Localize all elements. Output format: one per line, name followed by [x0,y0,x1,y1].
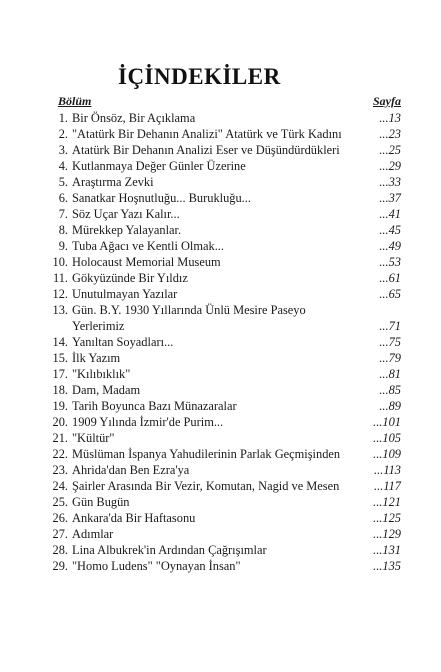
entry-title [68,222,361,238]
entry-title [68,334,361,350]
entry-page-number: ...121 [373,495,401,509]
entry-page-number: ...81 [379,367,401,381]
entry-title [68,126,361,142]
entry-title-text: "Kılıbıklık" [72,367,131,381]
entry-number: 26. [52,511,68,525]
entry-page-number: ...117 [374,479,401,493]
entry-title [68,142,361,158]
entry-title [68,270,361,286]
entry-title-text: Gün. B.Y. 1930 Yıllarında Ünlü Mesire Paseyo [72,303,306,317]
entry-title [68,158,361,174]
page-column-header: Sayfa [373,94,401,108]
toc-entry [44,142,401,158]
entry-title-text: Unutulmayan Yazılar [72,287,178,301]
page-title: İÇİNDEKİLER [118,64,281,89]
entry-page-number: ...113 [374,463,401,477]
toc-entry [44,302,401,334]
entry-title-text: "Homo Ludens" "Oynayan İnsan" [72,559,241,573]
entry-number: 10. [52,255,68,269]
entry-title-text: Adımlar [72,527,114,541]
entry-number: 9. [58,239,68,253]
entry-title [68,542,361,558]
entry-page-number: ...37 [379,191,401,205]
entry-number: 3. [58,143,68,157]
entry-number: 7. [58,207,68,221]
entry-number: 14. [52,335,68,349]
toc-entry [44,190,401,206]
entry-page-number: ...125 [373,511,401,525]
entry-page-number: ...61 [379,271,401,285]
entry-page-number: ...135 [373,559,401,573]
entry-page-number: ...109 [373,447,401,461]
entry-number: 19. [52,399,68,413]
entry-title-text: Dam, Madam [72,383,141,397]
toc-entry [44,494,401,510]
entry-title-text: Lina Albukrek'in Ardından Çağrışımlar [72,543,267,557]
entry-page-number: ...105 [373,431,401,445]
toc-entry [44,478,401,494]
entry-title [68,478,361,494]
entry-number: 8. [58,223,68,237]
toc-entry [44,334,401,350]
entry-page-number: ...53 [379,255,401,269]
entry-number: 18. [52,383,68,397]
entry-number: 28. [52,543,68,557]
entry-title [68,510,361,526]
entry-number: 5. [58,175,68,189]
toc-entry [44,350,401,366]
entry-title [68,382,361,398]
entry-title [68,174,361,190]
entry-title [68,462,361,478]
toc-entry [44,398,401,414]
entry-title-text: "Atatürk Bir Dehanın Analizi" Atatürk ve Türk Kadını [72,127,342,141]
entry-title-text: Ankara'da Bir Haftasonu [72,511,196,525]
entry-title [68,446,361,462]
entry-title [40,302,361,334]
toc-entry [44,174,401,190]
entry-number: 1. [58,111,68,125]
toc-entry [44,430,401,446]
entry-number: 12. [52,287,68,301]
entry-title-text: Tarih Boyunca Bazı Münazaralar [72,399,237,413]
entry-number: 11. [52,271,68,285]
entry-number: 6. [58,191,68,205]
entry-title-text: Bir Önsöz, Bir Açıklama [72,111,196,125]
entry-page-number: ...75 [379,335,401,349]
entry-title-text: Sanatkar Hoşnutluğu... Burukluğu... [72,191,251,205]
entry-page-number: ...101 [373,415,401,429]
entry-title [68,206,361,222]
toc-entry [44,270,401,286]
entry-page-number: ...129 [373,527,401,541]
toc-entry [44,222,401,238]
entry-page-number: ...45 [379,223,401,237]
toc-entry [44,462,401,478]
entry-page-number: ...79 [379,351,401,365]
entry-title-text: 1909 Yılında İzmir'de Purim... [72,415,224,429]
entry-title-text: Ahrida'dan Ben Ezra'ya [72,463,190,477]
entry-page-number: ...89 [379,399,401,413]
entry-page-number: ...71 [379,319,401,333]
toc-entry [44,382,401,398]
entry-page-number: ...23 [379,127,401,141]
toc-entry [44,542,401,558]
toc-list [44,110,401,574]
entry-number: 2. [58,127,68,141]
entry-title-text: Araştırma Zevki [72,175,154,189]
entry-title-text: Kutlanmaya Değer Günler Üzerine [72,159,246,173]
toc-entry [44,126,401,142]
entry-title [68,238,361,254]
entry-title [68,366,361,382]
entry-number: 23. [52,463,68,477]
entry-title-text: Şairler Arasında Bir Vezir, Komutan, Nagid ve Mesen [72,479,340,493]
entry-title [68,190,361,206]
entry-number: 17. [52,367,68,381]
entry-page-number: ...65 [379,287,401,301]
entry-title-text: İlk Yazım [72,351,121,365]
entry-number: 29. [52,559,68,573]
entry-page-number: ...33 [379,175,401,189]
entry-title-continuation: Yerlerimiz [72,319,125,333]
entry-number: 24. [52,479,68,493]
entry-number: 4. [58,159,68,173]
entry-number: 27. [52,527,68,541]
toc-entry [44,446,401,462]
toc-entry [44,558,401,574]
entry-title-text: Müslüman İspanya Yahudilerinin Parlak Geçmişinden [72,447,341,461]
entry-number: 15. [52,351,68,365]
entry-title-text: Atatürk Bir Dehanın Analizi Eser ve Düşündürdükleri [72,143,340,157]
entry-title [68,350,361,366]
entry-page-number: ...85 [379,383,401,397]
toc-entry [44,254,401,270]
entry-title [68,494,361,510]
entry-page-number: ...29 [379,159,401,173]
entry-title [68,558,361,574]
entry-page-number: ...25 [379,143,401,157]
entry-number: 20. [52,415,68,429]
toc-entry [44,238,401,254]
entry-title [68,286,361,302]
toc-entry [44,286,401,302]
entry-number: 25. [52,495,68,509]
entry-number: 21. [52,431,68,445]
entry-title [68,254,361,270]
entry-title [68,526,361,542]
entry-page-number: ...13 [379,111,401,125]
entry-title-text: Mürekkep Yalayanlar. [72,223,182,237]
entry-page-number: ...49 [379,239,401,253]
entry-page-number: ...41 [379,207,401,221]
entry-title [68,110,361,126]
toc-entry [44,366,401,382]
entry-title-text: Yanıltan Soyadları... [72,335,174,349]
toc-entry [44,510,401,526]
entry-title-text: "Kültür" [72,431,115,445]
toc-entry [44,110,401,126]
section-column-header: Bölüm [58,94,92,108]
entry-title-text: Gün Bugün [72,495,130,509]
toc-entry [44,414,401,430]
entry-title [68,398,361,414]
entry-page-number: ...131 [373,543,401,557]
entry-title-text: Gökyüzünde Bir Yıldız [72,271,188,285]
entry-title [68,430,361,446]
entry-title [68,414,361,430]
toc-entry [44,526,401,542]
entry-number: 22. [52,447,68,461]
toc-entry [44,206,401,222]
entry-number: 13. [52,303,68,317]
toc-entry [44,158,401,174]
entry-title-text: Holocaust Memorial Museum [72,255,221,269]
entry-title-text: Söz Uçar Yazı Kalır... [72,207,180,221]
entry-title-text: Tuba Ağacı ve Kentli Olmak... [72,239,224,253]
